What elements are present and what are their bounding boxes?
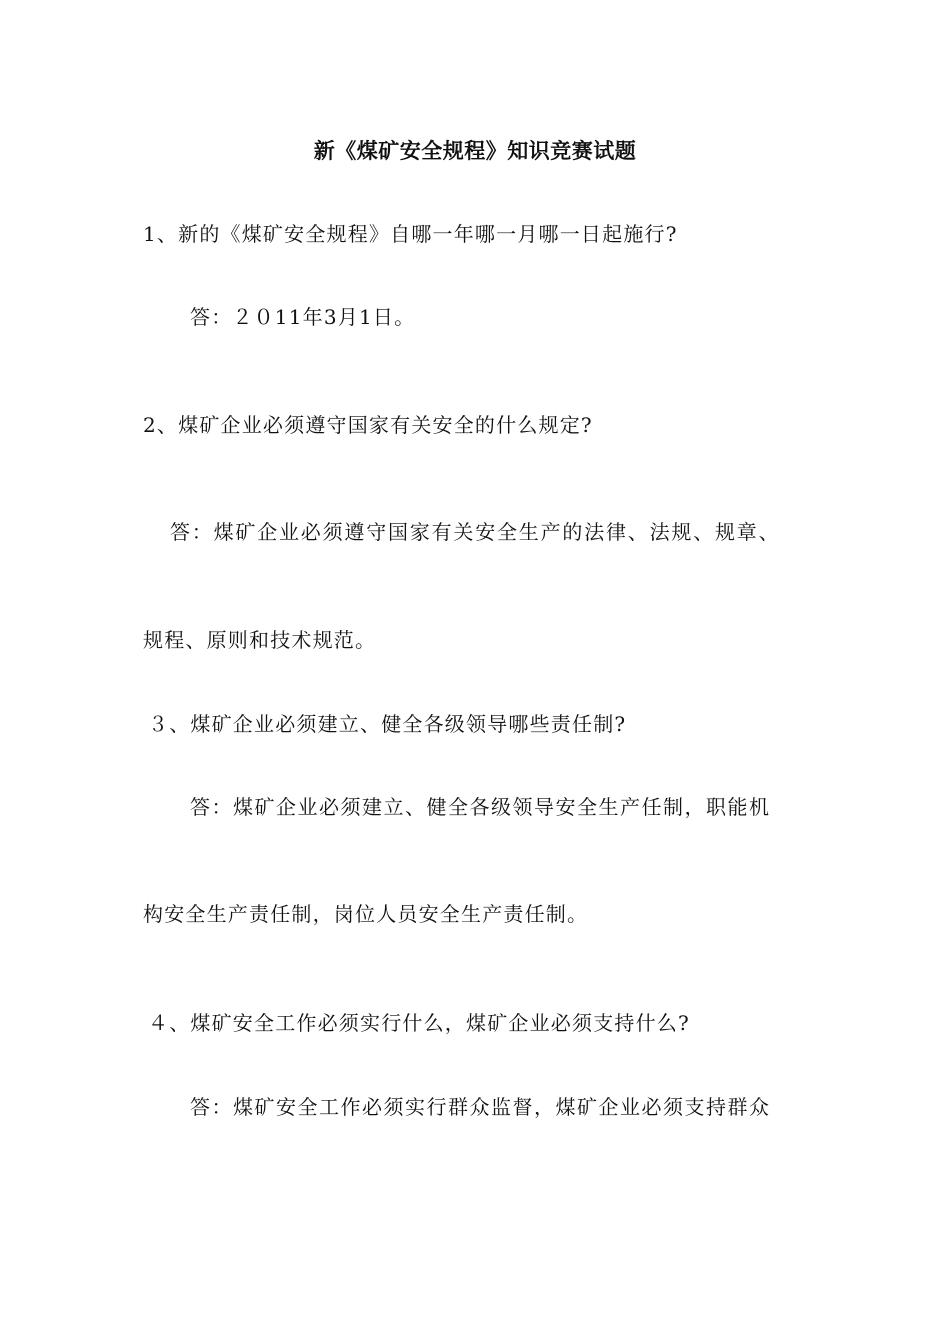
question-1: 1、新的《煤矿安全规程》自哪一年哪一月哪一日起施行? — [143, 222, 678, 246]
answer-3-line-1: 答：煤矿企业必须建立、健全各级领导安全生产任制，职能机 — [190, 795, 771, 819]
question-3: ３、煤矿企业必须建立、健全各级领导哪些责任制? — [148, 712, 627, 736]
question-2: 2、煤矿企业必须遵守国家有关安全的什么规定? — [143, 413, 593, 437]
answer-3-line-2: 构安全生产责任制，岗位人员安全生产责任制。 — [143, 902, 589, 926]
answer-2-line-2: 规程、原则和技术规范。 — [143, 628, 377, 652]
document-title: 新《煤矿安全规程》知识竞赛试题 — [313, 138, 637, 163]
answer-1-line-1: 答：２０11年3月1日。 — [190, 305, 416, 329]
question-4: ４、煤矿安全工作必须实行什么，煤矿企业必须支持什么? — [148, 1011, 690, 1035]
answer-2-line-1: 答：煤矿企业必须遵守国家有关安全生产的法律、法规、规章、 — [170, 520, 781, 544]
answer-4-line-1: 答：煤矿安全工作必须实行群众监督，煤矿企业必须支持群众 — [190, 1095, 771, 1119]
